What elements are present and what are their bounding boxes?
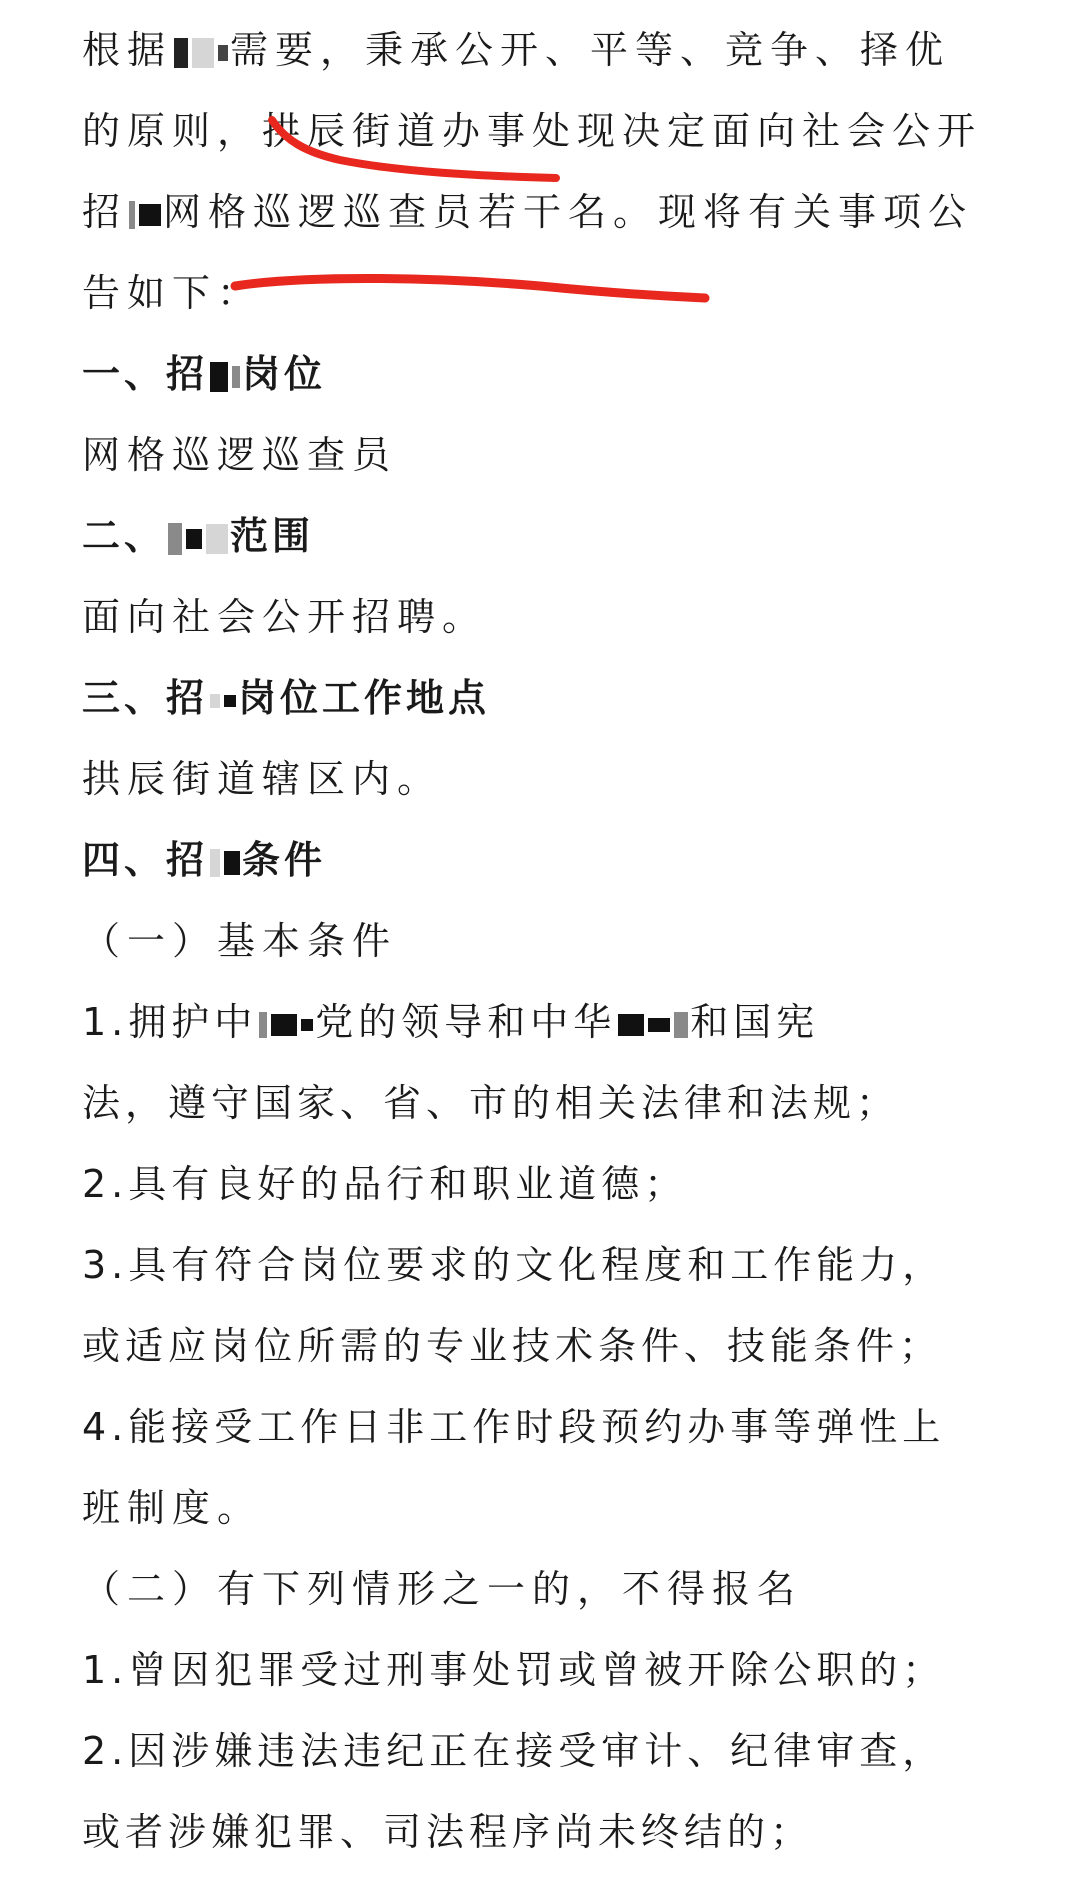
heading-segment: 范围 [230, 514, 315, 558]
redaction-block [206, 524, 228, 554]
redaction-block [618, 1014, 644, 1036]
text-line [82, 1792, 1002, 1873]
text-segment: 或适应岗位所需的专业技术条件、技能条件； [82, 1324, 943, 1368]
redaction-block [168, 523, 182, 555]
text-line [82, 901, 1002, 982]
heading-segment: 三、招 [82, 676, 209, 720]
text-line [82, 1387, 1002, 1468]
text-segment: 1.曾因犯罪受过刑事处罚或曾被开除公职的； [82, 1648, 946, 1692]
text-segment: 2.因涉嫌违法违纪正在接受审计、纪律审查， [82, 1729, 946, 1773]
heading-char: 招 [166, 838, 209, 882]
text-line [82, 10, 1002, 91]
text-line [82, 172, 1002, 253]
text-line [82, 739, 1002, 820]
heading-segment: 四、 [82, 838, 167, 882]
redaction-block [129, 201, 135, 229]
redaction-block [210, 362, 228, 392]
heading-segment: 岗位工作地点 [238, 676, 491, 720]
text-line [82, 1144, 1002, 1225]
text-line [82, 1063, 1002, 1144]
text-line [82, 1711, 1002, 1792]
redaction-block [174, 38, 188, 68]
text-line [82, 1549, 1002, 1630]
redaction-block [210, 694, 220, 708]
text-segment: （二）有下列情形之一的，不得报名 [82, 1567, 803, 1611]
text-line [82, 577, 1002, 658]
redaction-block [259, 1012, 267, 1038]
text-segment: 根据 [82, 28, 173, 72]
text-segment: 法，遵守国家、省、市的相关法律和法规； [82, 1081, 900, 1125]
text-segment: 网格巡逻巡查员若干名。现将有关事项公 [163, 190, 974, 234]
text-line [82, 415, 1002, 496]
section-heading [82, 820, 1002, 901]
text-line [82, 1468, 1002, 1549]
text-segment: 招 [82, 190, 128, 234]
text-line [82, 253, 1002, 334]
redaction-block [210, 849, 220, 877]
redaction-block [192, 38, 214, 68]
text-line [82, 982, 1002, 1063]
heading-segment: 岗位 [242, 352, 327, 396]
redaction-block [648, 1018, 670, 1032]
text-segment: 需要，秉承公开、平等、竞争、择优 [230, 28, 951, 72]
text-segment: 3.具有符合岗位要求的文化程度和工作能力， [82, 1243, 946, 1287]
text-segment: 党的领导和中华 [315, 1000, 617, 1044]
redaction-block [271, 1014, 297, 1036]
text-line [82, 1225, 1002, 1306]
document-body [82, 10, 1002, 1873]
redaction-block [301, 1019, 313, 1031]
text-segment: 班制度。 [82, 1486, 263, 1530]
text-segment: （一）基本条件 [82, 919, 398, 963]
redaction-block [232, 366, 240, 388]
redaction-block [674, 1012, 688, 1038]
text-segment: 4.能接受工作日非工作时段预约办事等弹性上 [82, 1405, 946, 1449]
text-segment: 2.具有良好的品行和职业道德； [82, 1162, 688, 1206]
text-segment: 拱辰街道辖区内。 [82, 757, 443, 801]
text-segment: 的原则，拱辰街道办事处现决定面向社会公开 [82, 109, 983, 153]
text-line [82, 1630, 1002, 1711]
text-segment: 和国宪 [690, 1000, 820, 1044]
redaction-block [186, 529, 202, 549]
text-segment: 面向社会公开招聘。 [82, 595, 488, 639]
heading-segment: 二、 [82, 514, 167, 558]
text-segment: 告如下： [82, 271, 263, 315]
redaction-block [139, 204, 161, 226]
section-heading [82, 334, 1002, 415]
text-segment: 网格巡逻巡查员 [82, 433, 398, 477]
redaction-block [218, 45, 228, 61]
redaction-block [224, 851, 240, 875]
text-segment: 或者涉嫌犯罪、司法程序尚未终结的； [82, 1810, 814, 1854]
section-heading [82, 658, 1002, 739]
heading-segment: 一、招 [82, 352, 209, 396]
text-line [82, 91, 1002, 172]
redaction-block [224, 695, 236, 707]
text-segment: 1.拥护中 [82, 1000, 258, 1044]
text-line [82, 1306, 1002, 1387]
section-heading [82, 496, 1002, 577]
heading-segment: 条件 [242, 838, 327, 882]
